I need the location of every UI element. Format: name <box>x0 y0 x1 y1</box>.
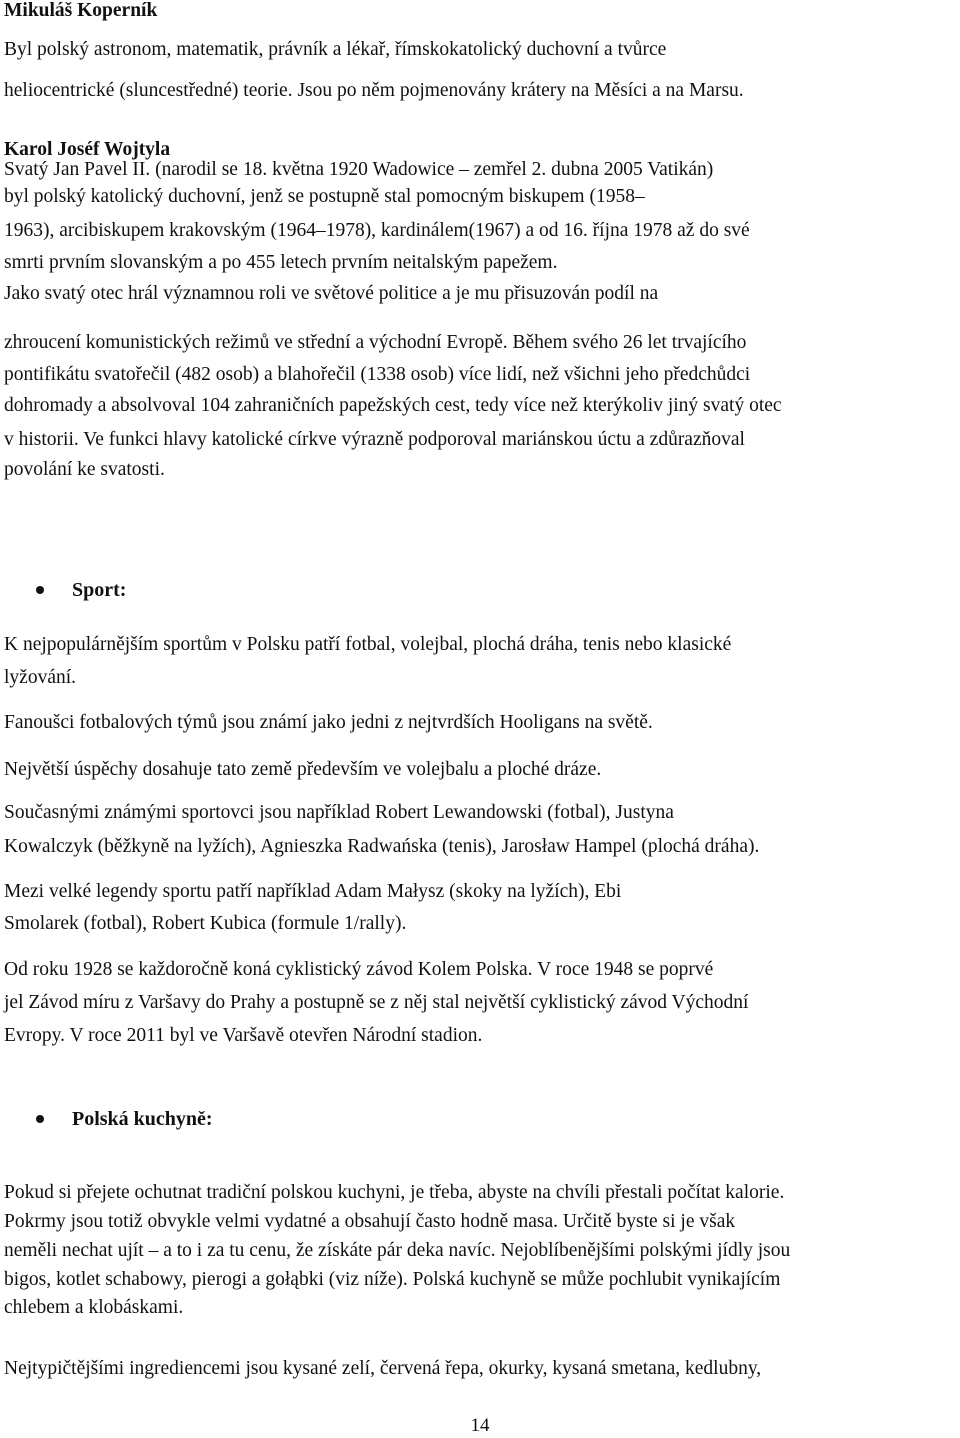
text-line: Evropy. V roce 2011 byl ve Varšavě otevřen Národní stadion. <box>4 1025 483 1046</box>
text-line: bigos, kotlet schabowy, pierogi a gołąbki (viz níže). Polská kuchyně se může pochlubit vynikajícím <box>4 1269 781 1290</box>
text-line: Současnými známými sportovci jsou například Robert Lewandowski (fotbal), Justyna <box>4 802 674 823</box>
text-line: K nejpopulárnějším sportům v Polsku patří fotbal, volejbal, plochá dráha, tenis nebo klasické <box>4 634 732 655</box>
heading-kopernik: Mikuláš Koperník <box>4 0 158 21</box>
bullet-icon <box>36 1115 44 1123</box>
text-line: Jako svatý otec hrál významnou roli ve světové politice a je mu přisuzován podíl na <box>4 283 659 304</box>
text-line: Mezi velké legendy sportu patří například Adam Małysz (skoky na lyžích), Ebi <box>4 881 622 902</box>
text-line: Smolarek (fotbal), Robert Kubica (formule 1/rally). <box>4 913 407 934</box>
text-line: smrti prvním slovanským a po 455 letech prvním neitalským papežem. <box>4 252 558 273</box>
text-line: Pokud si přejete ochutnat tradiční polskou kuchyni, je třeba, abyste na chvíli přestali počítat kalorie. <box>4 1182 785 1203</box>
text-line: Nejtypičtějšími ingrediencemi jsou kysané zelí, červená řepa, okurky, kysaná smetana, kedlubny, <box>4 1358 762 1379</box>
text-line: Pokrmy jsou totiž obvykle velmi vydatné a obsahují často hodně masa. Určitě byste si je však <box>4 1211 736 1232</box>
page-number: 14 <box>470 1415 490 1436</box>
heading-kuchyne: Polská kuchyně: <box>72 1108 213 1130</box>
text-line: dohromady a absolvoval 104 zahraničních papežských cest, tedy více než kterýkoliv jiný svatý otec <box>4 395 782 416</box>
text-line: pontifikátu svatořečil (482 osob) a blahořečil (1338 osob) více lidí, než všichni jeho předchůdci <box>4 364 751 385</box>
text-line: povolání ke svatosti. <box>4 459 165 480</box>
text-line: Od roku 1928 se každoročně koná cyklistický závod Kolem Polska. V roce 1948 se poprvé <box>4 959 714 980</box>
document-page <box>4 0 956 1438</box>
text-line: Největší úspěchy dosahuje tato země především ve volejbalu a ploché dráze. <box>4 759 602 780</box>
text-line: lyžování. <box>4 667 77 688</box>
text-line: Fanoušci fotbalových týmů jsou známí jako jedni z nejtvrdších Hooligans na světě. <box>4 712 653 733</box>
text-line: neměli nechat ujít – a to i za tu cenu, že získáte pár deka navíc. Nejoblíbenějšími polskými jídly jsou <box>4 1240 791 1261</box>
heading-sport: Sport: <box>72 579 127 601</box>
text-line: Byl polský astronom, matematik, právník a lékař, římskokatolický duchovní a tvůrce <box>4 39 667 60</box>
heading-wojtyla: Karol Joséf Wojtyla <box>4 139 171 160</box>
text-line: 1963), arcibiskupem krakovským (1964–1978), kardinálem(1967) a od 16. října 1978 až do své <box>4 220 750 241</box>
text-line: v historii. Ve funkci hlavy katolické církve výrazně podporoval mariánskou úctu a zdůrazňoval <box>4 429 745 450</box>
text-line: Kowalczyk (běžkyně na lyžích), Agnieszka Radwańska (tenis), Jarosław Hampel (plochá dráha). <box>4 836 760 857</box>
bullet-icon <box>36 586 44 594</box>
text-line: heliocentrické (sluncestředné) teorie. Jsou po něm pojmenovány krátery na Měsíci a na Marsu. <box>4 80 744 101</box>
text-line: chlebem a klobáskami. <box>4 1297 184 1318</box>
text-line: byl polský katolický duchovní, jenž se postupně stal pomocným biskupem (1958– <box>4 186 645 207</box>
text-line: Svatý Jan Pavel II. (narodil se 18. května 1920 Wadowice – zemřel 2. dubna 2005 Vatikán) <box>4 159 714 180</box>
text-line: zhroucení komunistických režimů ve střední a východní Evropě. Během svého 26 let trvajícího <box>4 332 747 353</box>
text-line: jel Závod míru z Varšavy do Prahy a postupně se z něj stal největší cyklistický závod Východní <box>4 992 749 1013</box>
